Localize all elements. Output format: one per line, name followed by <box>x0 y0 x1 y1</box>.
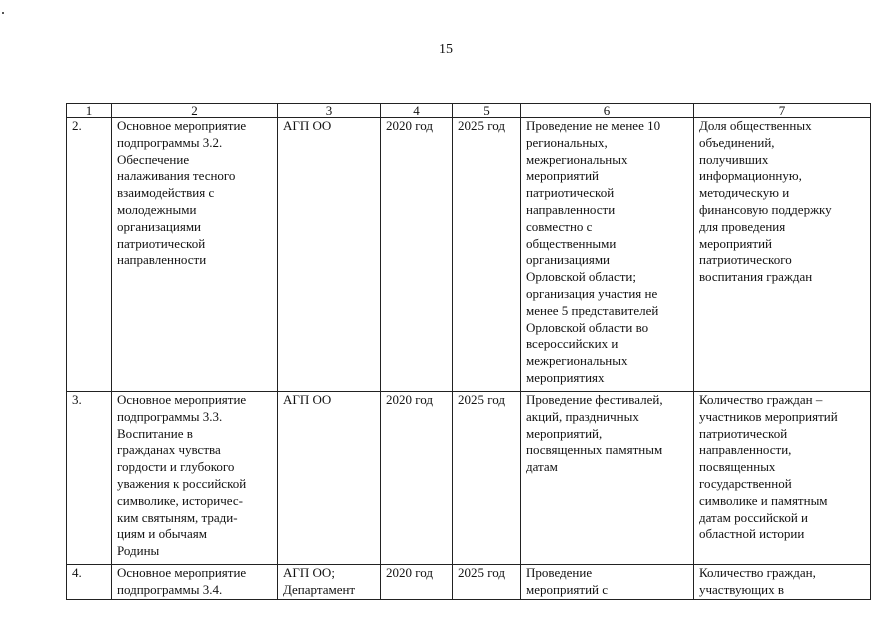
table-row <box>67 118 871 392</box>
start-year-cell <box>381 565 453 600</box>
indicator-cell: Количество граждан – участников мероприятий патриотической направленности, посвященных государственной символике и памятным датам российской и областной истории <box>694 392 871 565</box>
table-row <box>67 392 871 565</box>
header-cell-2: 2 <box>112 104 278 118</box>
row-number: 3. <box>67 392 112 565</box>
end-year-cell: 2025 год <box>453 118 521 392</box>
end-year-text: 2025 год <box>458 565 505 580</box>
header-cell-7: 7 <box>694 104 871 118</box>
row-number <box>67 565 112 600</box>
event-cell <box>112 565 278 600</box>
executor-cell: АГП ОО <box>278 392 381 565</box>
start-year-cell: 2020 год <box>381 392 453 565</box>
end-year-cell <box>453 565 521 600</box>
executor-cell: АГП ОО <box>278 118 381 392</box>
indicator-cell <box>694 565 871 600</box>
result-cell: Проведение не менее 10 региональных, межрегиональных мероприятий патриотической направленности совместно с общественными организациями Орловской области; организация участия не менее 5 представителей Орловской области во всероссийских и межрегиональных мероприятиях <box>521 118 694 392</box>
event-cell: Основное мероприятие подпрограммы 3.2. Обеспечение налаживания тесного взаимодействия с молодежными организациями патриотической направленности <box>112 118 278 392</box>
result-cell: Проведение фестивалей, акций, праздничных мероприятий, посвященных памятным датам <box>521 392 694 565</box>
result-cell <box>521 565 694 600</box>
header-cell-3: 3 <box>278 104 381 118</box>
end-year-cell: 2025 год <box>453 392 521 565</box>
event-cell: Основное мероприятие подпрограммы 3.3. Воспитание в гражданах чувства гордости и глубокого уважения к российской символике, историчес- ким святыням, тради- циям и обычаям Родины <box>112 392 278 565</box>
program-table <box>66 103 871 600</box>
header-cell-5: 5 <box>453 104 521 118</box>
event-text: Основное мероприятие подпрограммы 3.4. <box>117 565 247 597</box>
indicator-cell: Доля общественных объединений, получивших информационную, методическую и финансовую поддержку для проведения мероприятий патриотического воспитания граждан <box>694 118 871 392</box>
executor-text: АГП ОО; Департамент <box>283 565 356 597</box>
page-number: 15 <box>439 42 453 57</box>
table-row <box>67 565 871 600</box>
header-cell-4: 4 <box>381 104 453 118</box>
indicator-text: Количество граждан, участвующих в <box>699 565 816 597</box>
row-number-text: 4. <box>72 565 82 580</box>
header-cell-6: 6 <box>521 104 694 118</box>
start-year-cell: 2020 год <box>381 118 453 392</box>
scan-speck <box>2 12 4 14</box>
start-year-text: 2020 год <box>386 565 433 580</box>
row-number: 2. <box>67 118 112 392</box>
header-row <box>67 104 871 118</box>
header-cell-1: 1 <box>67 104 112 118</box>
executor-cell <box>278 565 381 600</box>
result-text: Проведение мероприятий с <box>526 565 609 597</box>
